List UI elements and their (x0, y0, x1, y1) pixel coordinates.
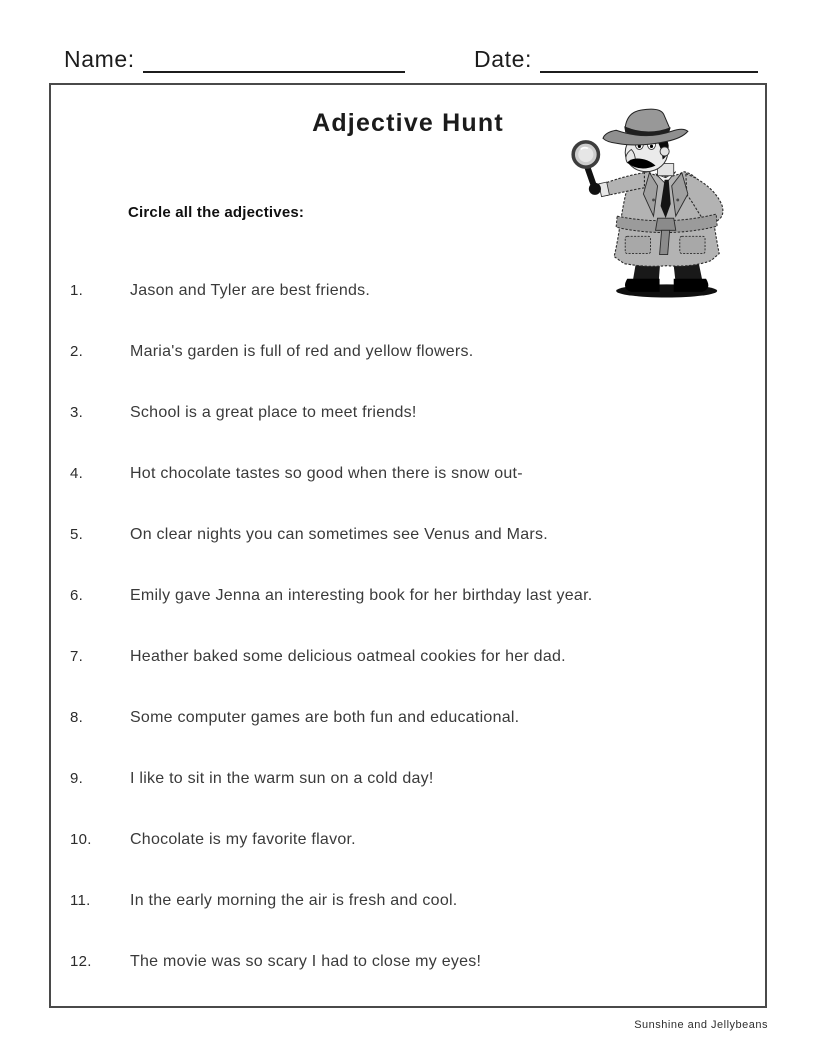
list-item (70, 870, 756, 931)
name-field-group (64, 46, 405, 73)
sentence-list (70, 260, 756, 992)
item-sentence: Some computer games are both fun and educational. (130, 708, 520, 726)
list-item (70, 260, 756, 321)
item-sentence: The movie was so scary I had to close my eyes! (130, 952, 482, 970)
worksheet-frame (49, 83, 767, 1008)
item-sentence: In the early morning the air is fresh and cool. (130, 891, 458, 909)
item-sentence: Chocolate is my favorite flavor. (130, 830, 356, 848)
item-number: 11. (70, 892, 91, 909)
list-item (70, 748, 756, 809)
list-item (70, 931, 756, 992)
item-sentence: Jason and Tyler are best friends. (130, 281, 371, 299)
list-item (70, 504, 756, 565)
date-blank-line (540, 49, 758, 73)
item-sentence: School is a great place to meet friends! (130, 403, 417, 421)
fist (589, 183, 601, 195)
item-number: 10. (70, 831, 92, 848)
date-field-group (474, 46, 758, 73)
list-item (70, 565, 756, 626)
list-item (70, 809, 756, 870)
name-label: Name: (64, 46, 135, 72)
item-sentence: Heather baked some delicious oatmeal cookies for her dad. (130, 647, 566, 665)
page-title: Adjective Hunt (312, 109, 504, 137)
list-item (70, 443, 756, 504)
instruction-text: Circle all the adjectives: (128, 204, 305, 221)
list-item (70, 687, 756, 748)
item-number: 1. (70, 282, 84, 299)
list-item (70, 321, 756, 382)
item-number: 2. (70, 343, 84, 360)
name-blank-line (143, 49, 405, 73)
item-number: 4. (70, 465, 84, 482)
item-sentence: Emily gave Jenna an interesting book for her birthday last year. (130, 586, 593, 604)
item-number: 7. (70, 648, 84, 665)
list-item (70, 626, 756, 687)
item-number: 3. (70, 404, 84, 421)
belt-knot (656, 218, 676, 230)
item-number: 12. (70, 953, 92, 970)
belt-end (660, 230, 670, 254)
left-pocket (625, 236, 650, 253)
item-sentence: On clear nights you can sometimes see Venus and Mars. (130, 525, 548, 543)
list-item (70, 382, 756, 443)
item-number: 5. (70, 526, 84, 543)
item-sentence: Hot chocolate tastes so good when there is snow out- (130, 464, 523, 482)
item-sentence: I like to sit in the warm sun on a cold day! (130, 769, 434, 787)
item-number: 6. (70, 587, 84, 604)
right-pocket (680, 236, 705, 253)
item-number: 8. (70, 709, 84, 726)
item-sentence: Maria's garden is full of red and yellow flowers. (130, 342, 474, 360)
date-label: Date: (474, 46, 532, 72)
item-number: 9. (70, 770, 84, 787)
footer-credit: Sunshine and Jellybeans (634, 1019, 768, 1031)
magnifying-glass-icon (573, 142, 598, 186)
ear (660, 147, 669, 156)
